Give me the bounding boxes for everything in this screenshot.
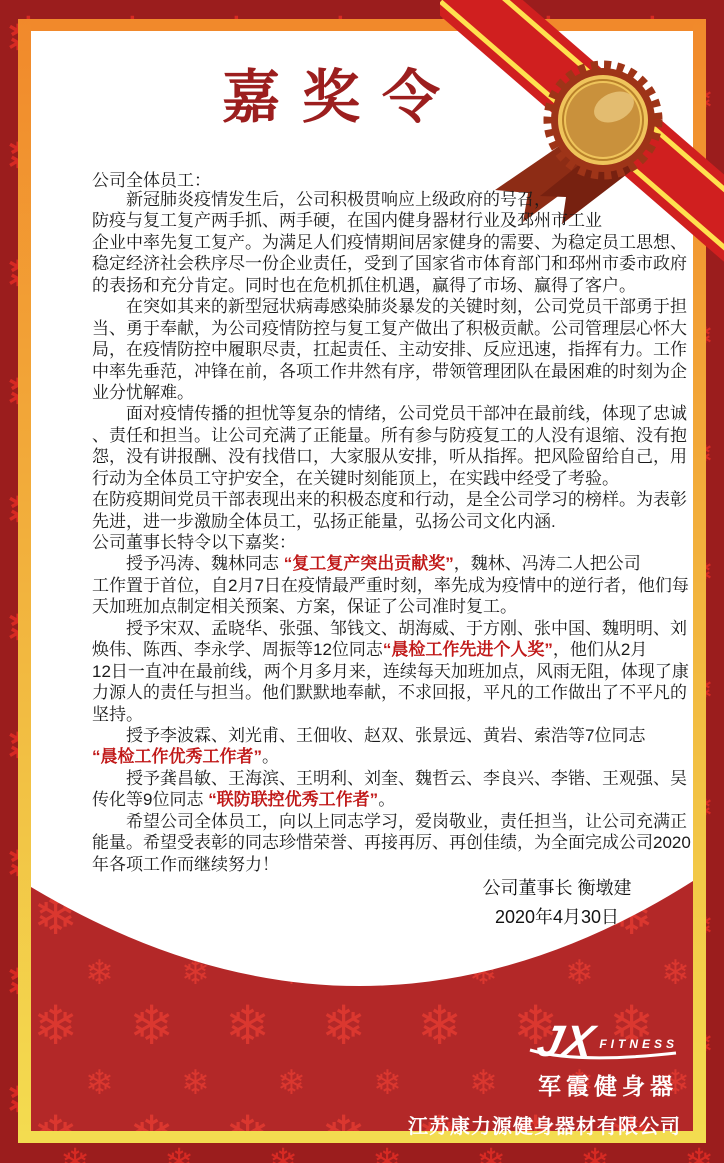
body-text: 局，在疫情防控中履职尽责，扛起责任、主动安排、反应迅速，指挥有力。工作 [92,340,687,360]
body-line [92,210,692,231]
body-text: 稳定经济社会秩序尽一份企业责任，受到了国家省市体育部门和邳州市委市政府 [92,254,687,274]
body-text: 中率先垂范，冲锋在前，各项工作井然有序，带领管理团队在最困难的时刻为企 [92,361,687,381]
body-line [92,832,692,853]
body-text: 授予冯涛、魏林同志 [126,554,284,574]
body-line [92,768,692,789]
body-text: 业分忧解难。 [92,382,194,402]
brand-name: 军霞健身器 [538,1073,678,1099]
body-text: 企业中率先复工复产。为满足人们疫情期间居家健身的需要、为稳定员工思想、 [92,232,687,252]
body-line [92,682,692,703]
body-text: 能量。希望受表彰的同志珍惜荣誉、再接再厉、再创佳绩，为全面完成公司2020 [92,833,691,853]
body-text: 新冠肺炎疫情发生后，公司积极贯响应上级政府的号召， [126,190,551,209]
body-line [92,425,692,446]
body-line [92,596,692,617]
body-line [92,403,692,424]
jx-logo-text: JX [532,1017,599,1066]
body-text: 年各项工作而继续努力！ [92,854,279,874]
salutation: 公司全体员工： [92,171,211,190]
body-line [92,339,692,360]
company-name: 江苏康力源健身器材有限公司 [408,1116,681,1138]
body-text: 在突如其来的新型冠状病毒感染肺炎暴发的关键时刻，公司党员干部勇于担 [126,297,687,317]
body-line [92,468,692,489]
body-line [92,382,692,403]
body-text: 公司董事长特令以下嘉奖： [92,533,296,552]
body-line [92,253,692,274]
frame-left-border [18,19,31,1143]
body-text: 怨，没有讲报酬、没有找借口，大家服从安排，听从指挥。把风险留给自己，用 [92,447,687,467]
body-text: 授予宋双、孟晓华、张强、邹钱文、胡海威、于方刚、张中国、魏明明、刘 [126,618,687,638]
body-line [92,618,692,639]
body-text: 面对疫情传播的担忧等复杂的情绪，公司党员干部冲在最前线，体现了忠诚 [126,404,687,424]
body-line [92,275,692,296]
logo-swoosh-line [528,1046,678,1064]
award-name-text: “晨检工作先进个人奖” [382,640,553,660]
body-text: 力源人的责任与担当。他们默默地奉献，不求回报，平凡的工作做出了不平凡的 [92,683,687,703]
body-line [92,704,692,725]
body-text: ，魏林、冯涛二人把公司 [453,554,641,574]
body-line [92,446,692,467]
body-text: 希望公司全体员工，向以上同志学习，爱岗敬业，责任担当，让公司充满正 [126,811,687,831]
body-line [92,553,692,574]
body-text: 在防疫期间党员干部表现出来的积极态度和行动，是全公司学习的榜样。为表彰 [92,490,687,510]
body-text: 当、勇于奉献，为公司疫情防控与复工复产做出了积极贡献。公司管理层心怀大 [92,318,687,338]
body-text: 工作置于首位，自2月7日在疫情最严重时刻，率先成为疫情中的逆行者，他们每 [92,575,689,595]
body-text: 授予李波霖、刘光甫、王佃收、赵双、张景远、黄岩、索浩等7位同志 [126,725,646,745]
body-line [92,725,692,746]
body-text: 行动为全体员工守护安全，在关键时刻能顶上，在实践中经受了考验。 [92,468,619,488]
body-text: 。 [262,747,279,767]
body-text: 12日一直冲在最前线，两个月多月来，连续每天加班加点，风雨无阻，体现了康 [92,661,689,681]
body-line [92,575,692,596]
award-name-text: “晨检工作优秀工作者” [92,747,262,767]
body-line [92,361,692,382]
body-line [92,532,692,553]
award-name-text: “复工复产突出贡献奖” [283,554,454,574]
body-line [92,854,692,875]
signature-block [450,874,664,932]
body-line [92,489,692,510]
body-text: 天加班加点制定相关预案、方案，保证了公司准时复工。 [92,597,517,617]
body-text: 先进，进一步激励全体员工，弘扬正能量，弘扬公司文化内涵. [92,511,556,531]
body-line [92,511,692,532]
body-text: 防疫与复工复产两手抓、两手硬，在国内健身器材行业及邳州市工业 [92,211,602,231]
body-text: 焕伟、陈西、李永学、周振等12位同志 [92,640,383,660]
body-line [92,746,692,767]
body-line [92,232,692,253]
body-text: 坚持。 [92,704,143,724]
jx-logo [408,1017,678,1066]
body-line [92,789,692,810]
body-text: 。 [378,790,396,810]
body-line [92,189,692,210]
body-text: ，他们从2月 [552,640,648,660]
body-line [92,811,692,832]
body-text: 授予龚昌敏、王海滨、王明利、刘奎、魏哲云、李良兴、李锴、王观强、吴 [126,768,687,788]
body-text: 的表扬和充分肯定。同时也在危机抓住机遇，赢得了市场、赢得了客户。 [92,275,636,295]
signer-name: 公司董事长 衡墩建 [482,878,632,898]
body-lines [92,189,692,875]
body-text: 传化等9位同志 [92,790,209,810]
document-title: 嘉奖令 [221,65,462,130]
signature-date: 2020年4月30日 [494,907,620,927]
award-name-text: “联防联控优秀工作者” [208,790,379,810]
body-line [92,318,692,339]
fitness-label: FITNESS [599,1037,678,1051]
body-text: 、责任和担当。让公司充满了正能量。所有参与防疫复工的人没有退缩、没有抱 [92,425,687,445]
body-line [92,639,692,660]
footer-logo-block [408,1017,681,1139]
body-line [92,661,692,682]
body-line [92,296,692,317]
